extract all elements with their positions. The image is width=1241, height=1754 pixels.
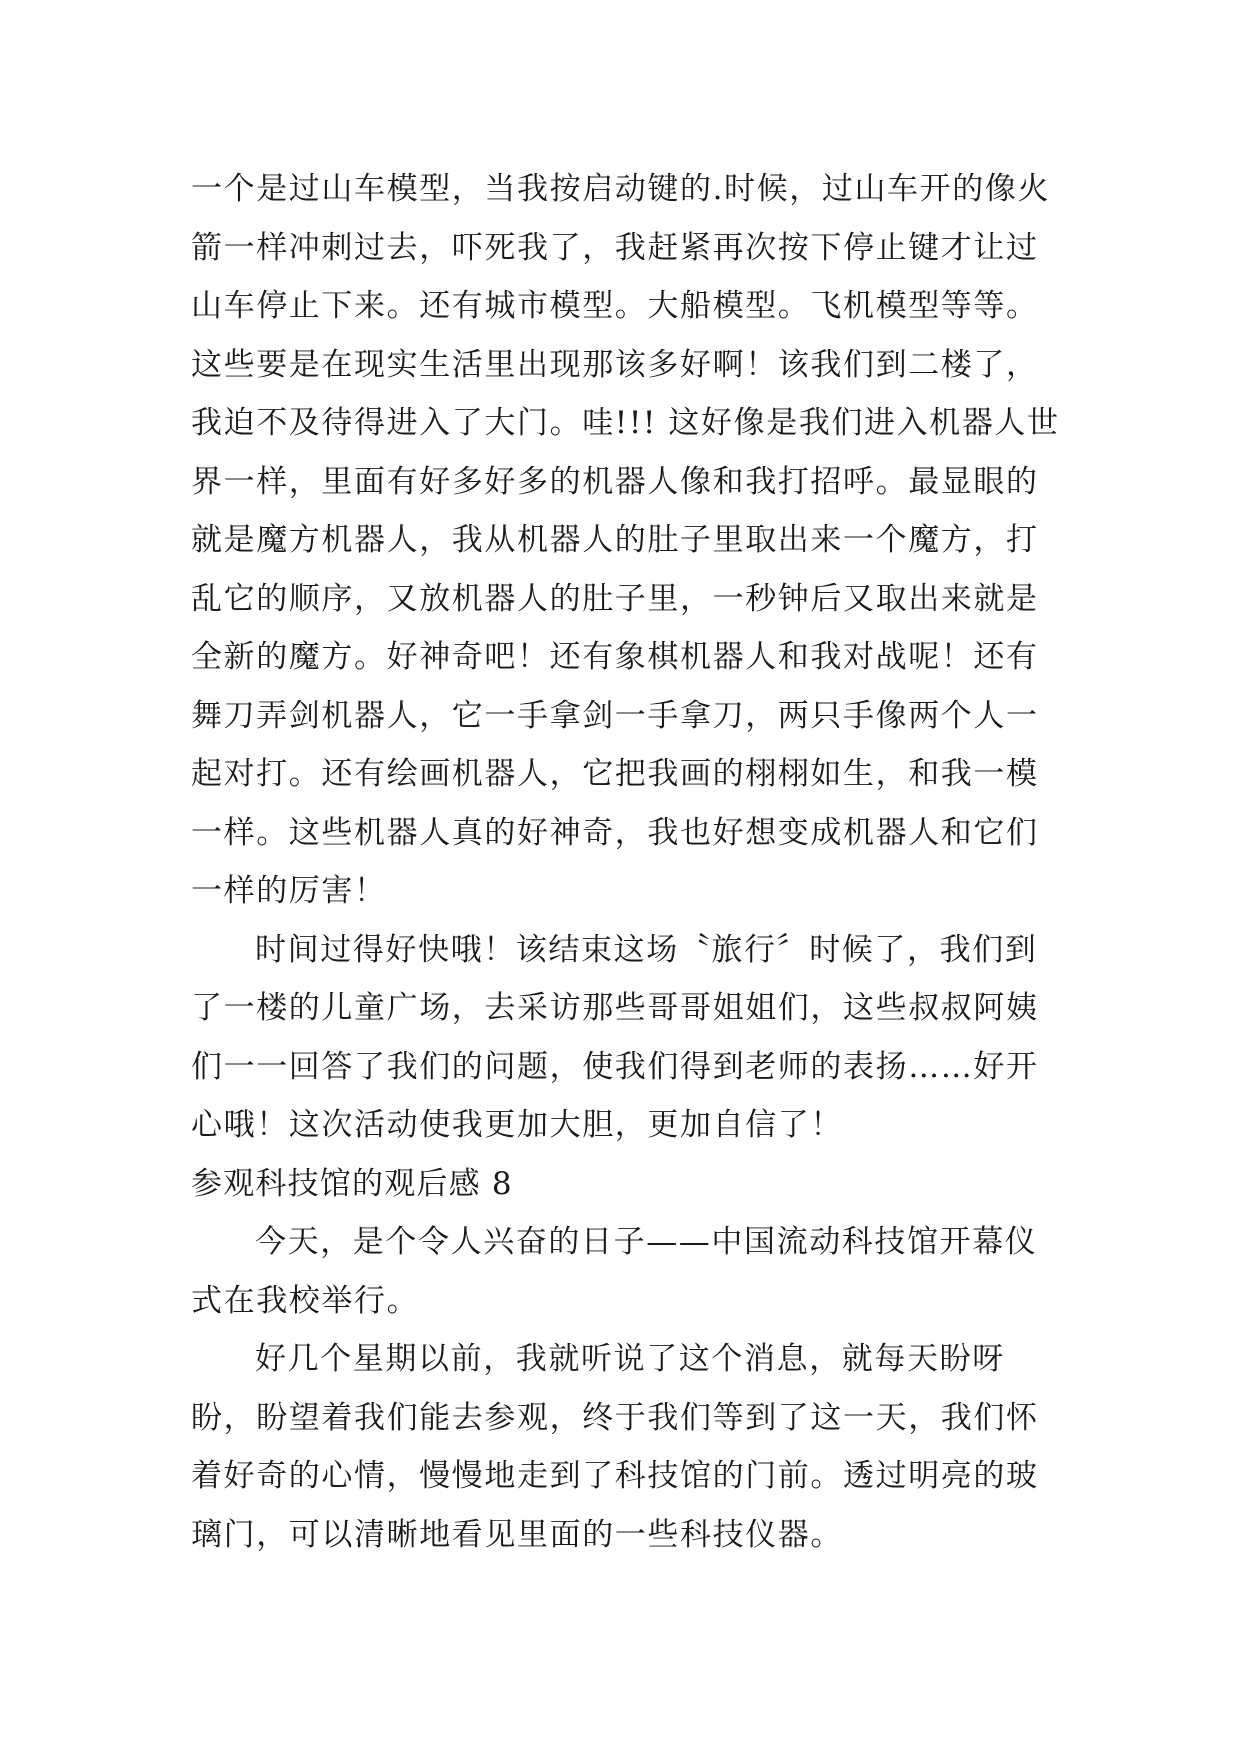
paragraph-1: 一个是过山车模型，当我按启动键的.时候，过山车开的像火箭一样冲刺过去，吓死我了，我赶紧再次按下停止键才让过山车停止下来。还有城市模型。大船模型。飞机模型等等。这些要是在现实生活里出现那该多好啊！该我们到二楼了，我迫不及待得进入了大门。哇!!! 这好像是我们进入机器人世界一样，里面有好多好多的机器人像和我打招呼。最显眼的就是魔方机器人，我从机器人的肚子里取出来一个魔方，打乱它的顺序，又放机器人的肚子里，一秒钟后又取出来就是全新的魔方。好神奇吧！还有象棋机器人和我对战呢！还有舞刀弄剑机器人，它一手拿剑一手拿刀，两只手像两个人一起对打。还有绘画机器人，它把我画的栩栩如生，和我一模一样。这些机器人真的好神奇，我也好想变成机器人和它们一样的厉害！	[191, 171, 1060, 909]
paragraph-3: 今天，是个令人兴奋的日子——中国流动科技馆开幕仪式在我校举行。	[191, 1224, 1038, 1319]
document-body	[191, 160, 1066, 1564]
paragraph-2: 时间过得好快哦！该结束这场〝旅行〞时候了，我们到了一楼的儿童广场，去采访那些哥哥姐姐们，这些叔叔阿姨们一一回答了我们的问题，使我们得到老师的表扬……好开心哦！这次活动使我更加大胆，更加自信了！	[191, 931, 1039, 1143]
section-title: 参观科技馆的观后感 8	[191, 1165, 513, 1202]
paragraph-4: 好几个星期以前，我就听说了这个消息，就每天盼呀盼，盼望着我们能去参观，终于我们等到了这一天，我们怀着好奇的心情，慢慢地走到了科技馆的门前。透过明亮的玻璃门，可以清晰地看见里面的一些科技仪器。	[191, 1341, 1039, 1553]
